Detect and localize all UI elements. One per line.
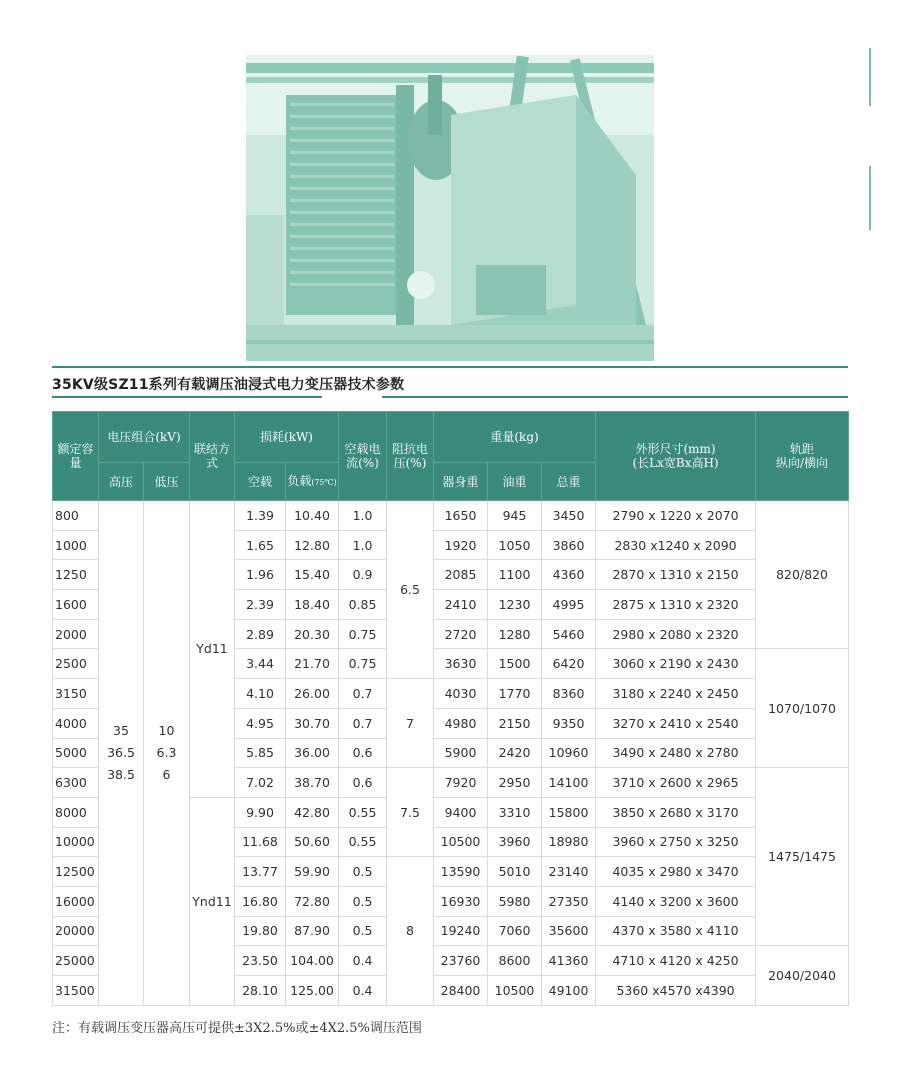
cell-no-load-current: 0.4 xyxy=(339,946,387,976)
cell-load-loss: 50.60 xyxy=(286,827,339,857)
cell-no-load-current: 0.75 xyxy=(339,619,387,649)
cell-body-weight: 1920 xyxy=(434,530,488,560)
cell-no-load-loss: 5.85 xyxy=(235,738,286,768)
cell-total-weight: 18980 xyxy=(542,827,596,857)
cell-capacity: 1250 xyxy=(53,560,99,590)
cell-capacity: 800 xyxy=(53,501,99,531)
cell-no-load-loss: 13.77 xyxy=(235,857,286,887)
cell-load-loss: 38.70 xyxy=(286,768,339,798)
col-hv: 高压 xyxy=(99,463,144,501)
cell-load-loss: 72.80 xyxy=(286,886,339,916)
col-gauge-label: 轨距 xyxy=(790,442,815,456)
cell-no-load-current: 0.9 xyxy=(339,560,387,590)
cell-total-weight: 4360 xyxy=(542,560,596,590)
cell-body-weight: 19240 xyxy=(434,916,488,946)
cell-body-weight: 7920 xyxy=(434,768,488,798)
cell-no-load-current: 0.5 xyxy=(339,916,387,946)
product-photo xyxy=(246,55,654,361)
cell-oil-weight: 3960 xyxy=(488,827,542,857)
cell-no-load-loss: 4.10 xyxy=(235,679,286,709)
cell-impedance-7: 7 xyxy=(387,679,434,768)
col-gauge xyxy=(756,412,849,501)
cell-dimensions: 2830 x1240 x 2090 xyxy=(596,530,756,560)
cell-capacity: 1000 xyxy=(53,530,99,560)
col-rated-capacity: 额定容量 xyxy=(53,412,99,501)
lv-value: 6.3 xyxy=(156,744,177,760)
cell-total-weight: 9350 xyxy=(542,708,596,738)
cell-oil-weight: 7060 xyxy=(488,916,542,946)
cell-no-load-current: 0.6 xyxy=(339,768,387,798)
cell-body-weight: 10500 xyxy=(434,827,488,857)
cell-no-load-loss: 4.95 xyxy=(235,708,286,738)
cell-dimensions: 3270 x 2410 x 2540 xyxy=(596,708,756,738)
cell-no-load-current: 0.55 xyxy=(339,827,387,857)
cell-gauge-820: 820/820 xyxy=(756,501,849,649)
cell-oil-weight: 2150 xyxy=(488,708,542,738)
cell-oil-weight: 945 xyxy=(488,501,542,531)
cell-dimensions: 3180 x 2240 x 2450 xyxy=(596,679,756,709)
col-oil-weight: 油重 xyxy=(488,463,542,501)
edge-accent-bottom xyxy=(869,166,871,230)
page-title: 35KV级SZ11系列有载调压油浸式电力变压器技术参数 xyxy=(52,377,405,393)
hv-value: 36.5 xyxy=(107,744,135,760)
cell-dimensions: 3850 x 2680 x 3170 xyxy=(596,797,756,827)
cell-body-weight: 13590 xyxy=(434,857,488,887)
cell-dimensions: 3490 x 2480 x 2780 xyxy=(596,738,756,768)
cell-dimensions: 4370 x 3580 x 4110 xyxy=(596,916,756,946)
cell-no-load-loss: 11.68 xyxy=(235,827,286,857)
cell-no-load-loss: 7.02 xyxy=(235,768,286,798)
cell-body-weight: 28400 xyxy=(434,976,488,1006)
cell-impedance-7-5: 7.5 xyxy=(387,768,434,857)
cell-dimensions: 3960 x 2750 x 3250 xyxy=(596,827,756,857)
col-dimensions-label: 外形尺寸(mm) xyxy=(635,442,716,456)
cell-no-load-loss: 1.96 xyxy=(235,560,286,590)
col-weight: 重量(kg) xyxy=(434,412,596,463)
cell-hv-merged xyxy=(99,501,144,1006)
cell-oil-weight: 1500 xyxy=(488,649,542,679)
cell-load-loss: 12.80 xyxy=(286,530,339,560)
col-body-weight: 器身重 xyxy=(434,463,488,501)
col-no-load-loss: 空载 xyxy=(235,463,286,501)
cell-no-load-loss: 28.10 xyxy=(235,976,286,1006)
cell-load-loss: 21.70 xyxy=(286,649,339,679)
cell-body-weight: 16930 xyxy=(434,886,488,916)
col-load-loss xyxy=(286,463,339,501)
cell-dimensions: 3710 x 2600 x 2965 xyxy=(596,768,756,798)
cell-body-weight: 2720 xyxy=(434,619,488,649)
cell-dimensions: 5360 x4570 x4390 xyxy=(596,976,756,1006)
cell-no-load-loss: 1.65 xyxy=(235,530,286,560)
footnote: 注：有载调压变压器高压可提供±3X2.5%或±4X2.5%调压范围 xyxy=(52,1021,422,1036)
cell-no-load-current: 0.75 xyxy=(339,649,387,679)
cell-capacity: 10000 xyxy=(53,827,99,857)
cell-oil-weight: 1050 xyxy=(488,530,542,560)
header-row-1 xyxy=(53,412,849,463)
section-title-block xyxy=(52,366,848,398)
cell-total-weight: 14100 xyxy=(542,768,596,798)
table-row xyxy=(53,501,849,531)
cell-capacity: 6300 xyxy=(53,768,99,798)
cell-dimensions: 4035 x 2980 x 3470 xyxy=(596,857,756,887)
title-rule-bottom-left xyxy=(52,396,322,398)
cell-no-load-current: 0.5 xyxy=(339,886,387,916)
cell-total-weight: 4995 xyxy=(542,590,596,620)
cell-total-weight: 8360 xyxy=(542,679,596,709)
cell-capacity: 2500 xyxy=(53,649,99,679)
cell-gauge-1070: 1070/1070 xyxy=(756,649,849,768)
cell-body-weight: 4030 xyxy=(434,679,488,709)
cell-oil-weight: 5010 xyxy=(488,857,542,887)
cell-oil-weight: 5980 xyxy=(488,886,542,916)
col-load-loss-label: 负载 xyxy=(287,473,312,488)
cell-capacity: 5000 xyxy=(53,738,99,768)
cell-body-weight: 9400 xyxy=(434,797,488,827)
cell-body-weight: 23760 xyxy=(434,946,488,976)
cell-capacity: 12500 xyxy=(53,857,99,887)
cell-total-weight: 5460 xyxy=(542,619,596,649)
cell-no-load-current: 1.0 xyxy=(339,501,387,531)
hv-value: 35 xyxy=(113,722,129,738)
cell-no-load-loss: 23.50 xyxy=(235,946,286,976)
lv-value: 6 xyxy=(162,766,171,782)
title-rule-bottom-right xyxy=(382,396,848,398)
col-lv: 低压 xyxy=(144,463,190,501)
cell-body-weight: 5900 xyxy=(434,738,488,768)
spec-table xyxy=(52,411,849,1006)
col-connection: 联结方式 xyxy=(190,412,235,501)
cell-capacity: 20000 xyxy=(53,916,99,946)
cell-load-loss: 104.00 xyxy=(286,946,339,976)
cell-load-loss: 18.40 xyxy=(286,590,339,620)
col-total-weight: 总重 xyxy=(542,463,596,501)
cell-load-loss: 42.80 xyxy=(286,797,339,827)
cell-capacity: 1600 xyxy=(53,590,99,620)
cell-no-load-current: 0.7 xyxy=(339,679,387,709)
cell-load-loss: 36.00 xyxy=(286,738,339,768)
cell-capacity: 25000 xyxy=(53,946,99,976)
cell-dimensions: 2980 x 2080 x 2320 xyxy=(596,619,756,649)
cell-dimensions: 2870 x 1310 x 2150 xyxy=(596,560,756,590)
cell-body-weight: 2085 xyxy=(434,560,488,590)
cell-impedance-8: 8 xyxy=(387,857,434,1005)
cell-load-loss: 87.90 xyxy=(286,916,339,946)
cell-connection-yd11: Yd11 xyxy=(190,501,235,798)
cell-oil-weight: 10500 xyxy=(488,976,542,1006)
edge-accent-top xyxy=(869,48,871,106)
cell-total-weight: 15800 xyxy=(542,797,596,827)
cell-no-load-current: 0.5 xyxy=(339,857,387,887)
cell-no-load-loss: 9.90 xyxy=(235,797,286,827)
cell-total-weight: 49100 xyxy=(542,976,596,1006)
cell-oil-weight: 3310 xyxy=(488,797,542,827)
cell-total-weight: 6420 xyxy=(542,649,596,679)
cell-oil-weight: 2420 xyxy=(488,738,542,768)
col-load-loss-temp: (75℃) xyxy=(311,477,337,487)
col-loss: 损耗(kW) xyxy=(235,412,339,463)
cell-dimensions: 2790 x 1220 x 2070 xyxy=(596,501,756,531)
cell-load-loss: 30.70 xyxy=(286,708,339,738)
cell-dimensions: 2875 x 1310 x 2320 xyxy=(596,590,756,620)
cell-oil-weight: 8600 xyxy=(488,946,542,976)
cell-capacity: 3150 xyxy=(53,679,99,709)
cell-no-load-current: 0.7 xyxy=(339,708,387,738)
cell-total-weight: 3450 xyxy=(542,501,596,531)
cell-oil-weight: 1100 xyxy=(488,560,542,590)
cell-total-weight: 10960 xyxy=(542,738,596,768)
cell-oil-weight: 1280 xyxy=(488,619,542,649)
cell-body-weight: 3630 xyxy=(434,649,488,679)
col-gauge-sub: 纵向/横向 xyxy=(776,456,829,470)
cell-total-weight: 35600 xyxy=(542,916,596,946)
cell-no-load-loss: 3.44 xyxy=(235,649,286,679)
col-dimensions-sub: (长Lx宽Bx高H) xyxy=(632,456,719,470)
cell-load-loss: 125.00 xyxy=(286,976,339,1006)
title-rule-top xyxy=(52,366,848,368)
cell-no-load-current: 0.6 xyxy=(339,738,387,768)
cell-no-load-loss: 1.39 xyxy=(235,501,286,531)
col-voltage-combo: 电压组合(kV) xyxy=(99,412,190,463)
hv-value: 38.5 xyxy=(107,766,135,782)
cell-body-weight: 1650 xyxy=(434,501,488,531)
cell-oil-weight: 1230 xyxy=(488,590,542,620)
cell-no-load-loss: 19.80 xyxy=(235,916,286,946)
cell-body-weight: 4980 xyxy=(434,708,488,738)
col-no-load-current: 空载电流(%) xyxy=(339,412,387,501)
transformer-illustration xyxy=(246,55,654,361)
cell-gauge-1475: 1475/1475 xyxy=(756,768,849,946)
cell-no-load-current: 0.85 xyxy=(339,590,387,620)
cell-load-loss: 59.90 xyxy=(286,857,339,887)
cell-capacity: 31500 xyxy=(53,976,99,1006)
cell-capacity: 16000 xyxy=(53,886,99,916)
cell-total-weight: 23140 xyxy=(542,857,596,887)
cell-dimensions: 4140 x 3200 x 3600 xyxy=(596,886,756,916)
cell-no-load-current: 0.4 xyxy=(339,976,387,1006)
cell-capacity: 4000 xyxy=(53,708,99,738)
cell-impedance-6-5: 6.5 xyxy=(387,501,434,679)
cell-load-loss: 10.40 xyxy=(286,501,339,531)
cell-capacity: 2000 xyxy=(53,619,99,649)
cell-oil-weight: 2950 xyxy=(488,768,542,798)
cell-total-weight: 27350 xyxy=(542,886,596,916)
cell-no-load-current: 1.0 xyxy=(339,530,387,560)
cell-load-loss: 26.00 xyxy=(286,679,339,709)
col-impedance-voltage: 阻抗电压(%) xyxy=(387,412,434,501)
cell-total-weight: 41360 xyxy=(542,946,596,976)
cell-capacity: 8000 xyxy=(53,797,99,827)
cell-total-weight: 3860 xyxy=(542,530,596,560)
lv-value: 10 xyxy=(158,722,175,738)
cell-body-weight: 2410 xyxy=(434,590,488,620)
cell-load-loss: 20.30 xyxy=(286,619,339,649)
cell-gauge-2040: 2040/2040 xyxy=(756,946,849,1005)
cell-load-loss: 15.40 xyxy=(286,560,339,590)
cell-no-load-loss: 2.89 xyxy=(235,619,286,649)
cell-dimensions: 3060 x 2190 x 2430 xyxy=(596,649,756,679)
cell-dimensions: 4710 x 4120 x 4250 xyxy=(596,946,756,976)
cell-no-load-loss: 16.80 xyxy=(235,886,286,916)
cell-connection-ynd11: Ynd11 xyxy=(190,797,235,1005)
cell-no-load-current: 0.55 xyxy=(339,797,387,827)
cell-oil-weight: 1770 xyxy=(488,679,542,709)
col-dimensions xyxy=(596,412,756,501)
cell-no-load-loss: 2.39 xyxy=(235,590,286,620)
cell-lv-merged xyxy=(144,501,190,1006)
